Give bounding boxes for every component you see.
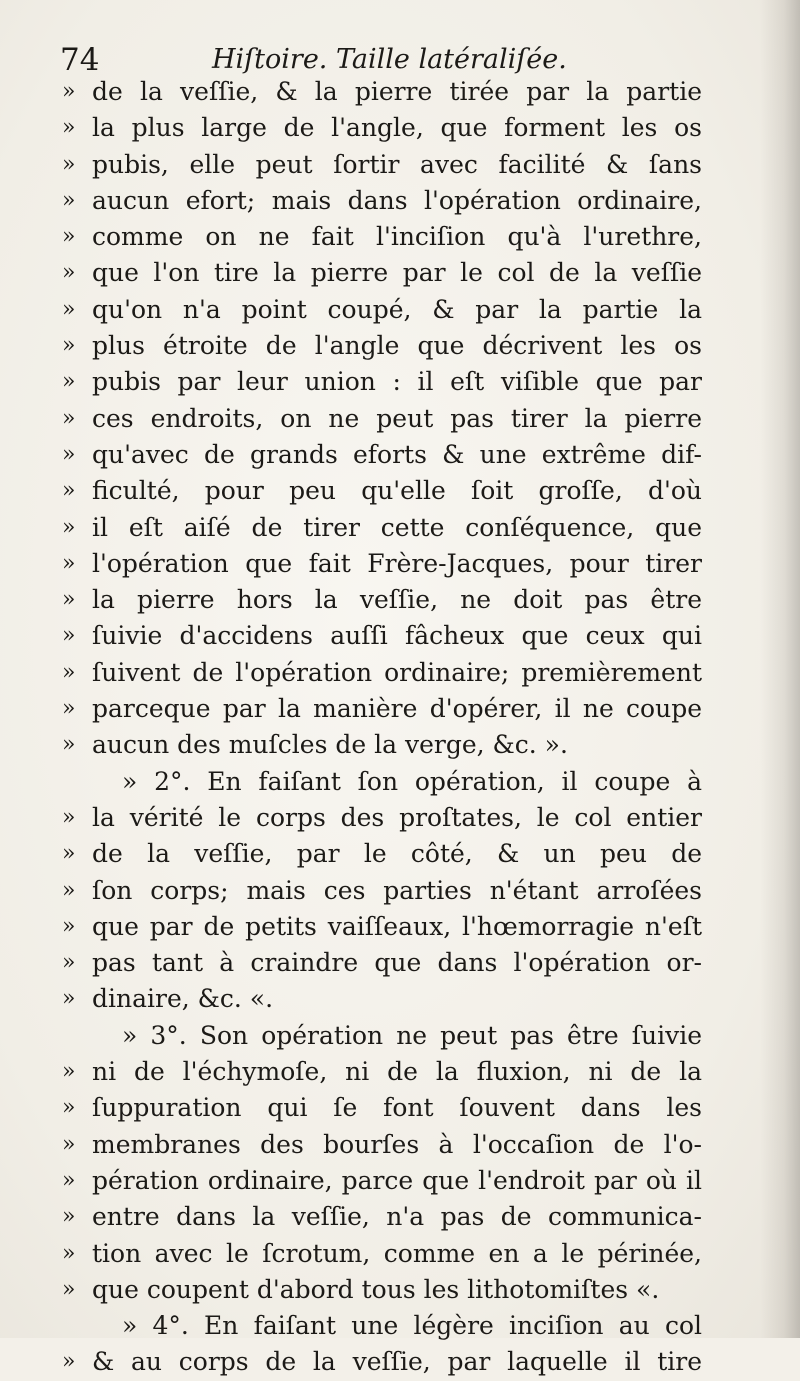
quote-mark: » — [62, 841, 76, 867]
line-text: » 4°. En faiſant une légère inciſion au col — [122, 1311, 702, 1341]
text-line — [62, 582, 702, 618]
quote-mark: » — [62, 514, 76, 540]
quote-mark: » — [62, 1095, 76, 1121]
text-line — [62, 255, 702, 291]
line-text: de la veſſie, & la pierre tirée par la partie — [92, 77, 702, 106]
text-line — [62, 292, 702, 328]
line-text: que coupent d'abord tous les lithotomiſtes «. — [92, 1274, 660, 1304]
text-line — [62, 618, 702, 654]
line-text: entre dans la veſſie, n'a pas de communica- — [92, 1202, 702, 1232]
line-text: pération ordinaire, parce que l'endroit par où il — [92, 1165, 702, 1195]
quote-mark: » — [62, 1276, 76, 1302]
quote-mark: » — [62, 550, 76, 576]
line-text: ficulté, pour peu qu'elle ſoit groſſe, d'où — [92, 476, 702, 506]
quote-mark: » — [62, 950, 76, 976]
body-text — [62, 74, 702, 1381]
quote-mark: » — [62, 623, 76, 649]
quote-mark: » — [62, 115, 76, 141]
text-line — [62, 691, 702, 727]
quote-mark: » — [62, 441, 76, 467]
line-text: de la veſſie, par le côté, & un peu de — [92, 839, 702, 869]
text-line — [62, 1236, 702, 1272]
line-text: qu'on n'a point coupé, & par la partie la — [92, 294, 702, 324]
text-line — [62, 473, 702, 509]
text-line — [62, 945, 702, 981]
quote-mark: » — [62, 659, 76, 685]
quote-mark: » — [62, 913, 76, 939]
quote-mark: » — [62, 260, 76, 286]
quote-mark: » — [62, 1167, 76, 1193]
quote-mark: » — [62, 369, 76, 395]
quote-mark: » — [62, 224, 76, 250]
quote-mark: » — [62, 696, 76, 722]
quote-mark: » — [62, 877, 76, 903]
text-line — [62, 110, 702, 146]
quote-mark: » — [62, 1240, 76, 1266]
line-text: pubis par leur union : il eſt viſible que par — [92, 367, 702, 397]
text-line — [62, 510, 702, 546]
quote-mark: » — [62, 986, 76, 1012]
text-line — [62, 727, 702, 763]
text-line — [62, 1054, 702, 1090]
quote-mark: » — [62, 1059, 76, 1085]
line-text: la pierre hors la veſſie, ne doit pas être — [92, 585, 702, 615]
quote-mark: » — [62, 1349, 76, 1375]
line-text: ſuivie d'accidens auſſi fâcheux que ceux qui — [92, 621, 702, 651]
line-text: aucun des muſcles de la verge, &c. ». — [92, 730, 568, 760]
text-line — [62, 1163, 702, 1199]
text-line — [62, 655, 702, 691]
text-line — [62, 1018, 702, 1054]
quote-mark: » — [62, 732, 76, 758]
quote-mark: » — [62, 587, 76, 613]
line-text: ſuppuration qui ſe font ſouvent dans les — [92, 1093, 702, 1123]
line-text: que par de petits vaiſſeaux, l'hœmorragie n'eſt — [92, 911, 702, 941]
text-line — [62, 836, 702, 872]
line-text: membranes des bourſes à l'occaſion de l'o- — [92, 1129, 702, 1159]
line-text: comme on ne fait l'inciſion qu'à l'urethre, — [92, 222, 702, 252]
text-line — [62, 1127, 702, 1163]
quote-mark: » — [62, 478, 76, 504]
quote-mark: » — [62, 333, 76, 359]
line-text: ni de l'échymoſe, ni de la fluxion, ni de la — [92, 1057, 702, 1087]
quote-mark: » — [62, 1204, 76, 1230]
page-gutter-shadow — [760, 0, 800, 1338]
line-text: » 2°. En faiſant ſon opération, il coupe à — [122, 766, 702, 796]
text-line — [62, 364, 702, 400]
text-line — [62, 437, 702, 473]
quote-mark: » — [62, 804, 76, 830]
line-text: ſuivent de l'opération ordinaire; premièrement — [92, 657, 702, 687]
text-line — [62, 1090, 702, 1126]
quote-mark: » — [62, 151, 76, 177]
text-line — [62, 183, 702, 219]
line-text: aucun efort; mais dans l'opération ordinaire, — [92, 185, 702, 215]
running-head: Hiſtoire. Taille latéraliſée. — [212, 44, 567, 75]
text-line — [62, 74, 702, 110]
text-line — [62, 764, 702, 800]
text-line — [62, 1308, 702, 1344]
line-text: qu'avec de grands eforts & une extrême dif- — [92, 439, 702, 469]
line-text: la plus large de l'angle, que forment les os — [92, 113, 702, 143]
text-line — [62, 800, 702, 836]
text-line — [62, 328, 702, 364]
line-text: l'opération que fait Frère-Jacques, pour tirer — [92, 548, 702, 578]
line-text: que l'on tire la pierre par le col de la veſſie — [92, 258, 702, 288]
text-line — [62, 909, 702, 945]
quote-mark: » — [62, 296, 76, 322]
line-text: & au corps de la veſſie, par laquelle il tire — [92, 1347, 702, 1377]
text-line — [62, 1272, 702, 1308]
line-text: tion avec le ſcrotum, comme en a le périnée, — [92, 1238, 702, 1268]
line-text: ſon corps; mais ces parties n'étant arroſées — [92, 875, 702, 905]
line-text: plus étroite de l'angle que décrivent les os — [92, 331, 702, 361]
quote-mark: » — [62, 79, 76, 104]
line-text: dinaire, &c. «. — [92, 984, 274, 1014]
quote-mark: » — [62, 405, 76, 431]
line-text: pas tant à craindre que dans l'opération or- — [92, 948, 702, 978]
text-line — [62, 401, 702, 437]
text-line — [62, 1344, 702, 1380]
line-text: » 3°. Son opération ne peut pas être ſuivie — [122, 1020, 702, 1050]
text-line — [62, 546, 702, 582]
text-line — [62, 219, 702, 255]
text-line — [62, 873, 702, 909]
page-number: 74 — [60, 42, 100, 78]
text-line — [62, 981, 702, 1017]
line-text: ces endroits, on ne peut pas tirer la pierre — [92, 403, 702, 433]
line-text: pubis, elle peut ſortir avec facilité & ſans — [92, 149, 702, 179]
text-line — [62, 1199, 702, 1235]
quote-mark: » — [62, 187, 76, 213]
quote-mark: » — [62, 1131, 76, 1157]
line-text: la vérité le corps des proſtates, le col entier — [92, 802, 702, 832]
text-line — [62, 147, 702, 183]
line-text: il eſt aiſé de tirer cette conſéquence, que — [92, 512, 702, 542]
line-text: parceque par la manière d'opérer, il ne coupe — [92, 694, 702, 724]
